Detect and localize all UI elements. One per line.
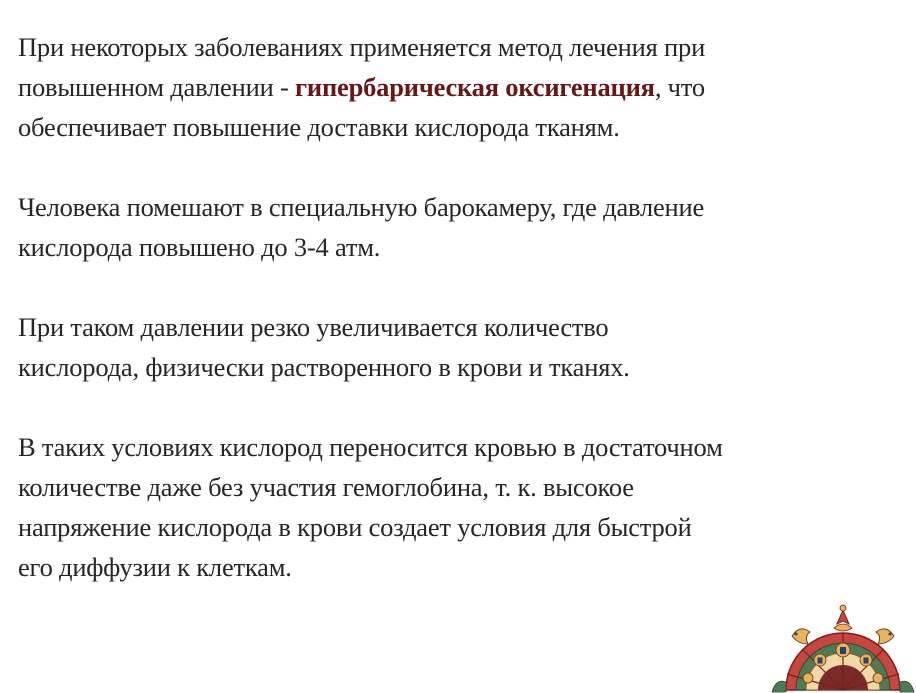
text-line: [18, 67, 898, 107]
text-line: кислорода, физически растворенного в крови и тканях.: [18, 352, 630, 382]
text-line: напряжение кислорода в крови создает условия для быстрой: [18, 512, 692, 542]
paragraph-barochamber: [18, 187, 898, 267]
slide-text: [18, 27, 898, 587]
text-line: В таких условиях кислород переносится кровью в достаточном: [18, 432, 723, 462]
text-segment: , что: [654, 72, 705, 102]
paragraph-oxygen-transport: [18, 427, 898, 587]
text-line: кислорода повышено до 3-4 атм.: [18, 232, 381, 262]
text-line: обеспечивает повышение доставки кислорода тканям.: [18, 112, 620, 142]
paragraph-dissolved-oxygen: [18, 307, 898, 387]
paragraph-hyperbaric-method: [18, 27, 898, 147]
folk-arch-ornament-icon: [770, 602, 916, 693]
text-line: При таком давлении резко увеличивается количество: [18, 312, 609, 342]
text-line: его диффузии к клеткам.: [18, 552, 292, 582]
emphasized-term: гипербарическая оксигенация: [295, 72, 655, 102]
text-line: Человека помешают в специальную барокамеру, где давление: [18, 192, 705, 222]
text-line: количестве даже без участия гемоглобина, т. к. высокое: [18, 472, 634, 502]
text-segment: повышенном давлении -: [18, 72, 296, 102]
text-line: При некоторых заболеваниях применяется метод лечения при: [18, 32, 706, 62]
